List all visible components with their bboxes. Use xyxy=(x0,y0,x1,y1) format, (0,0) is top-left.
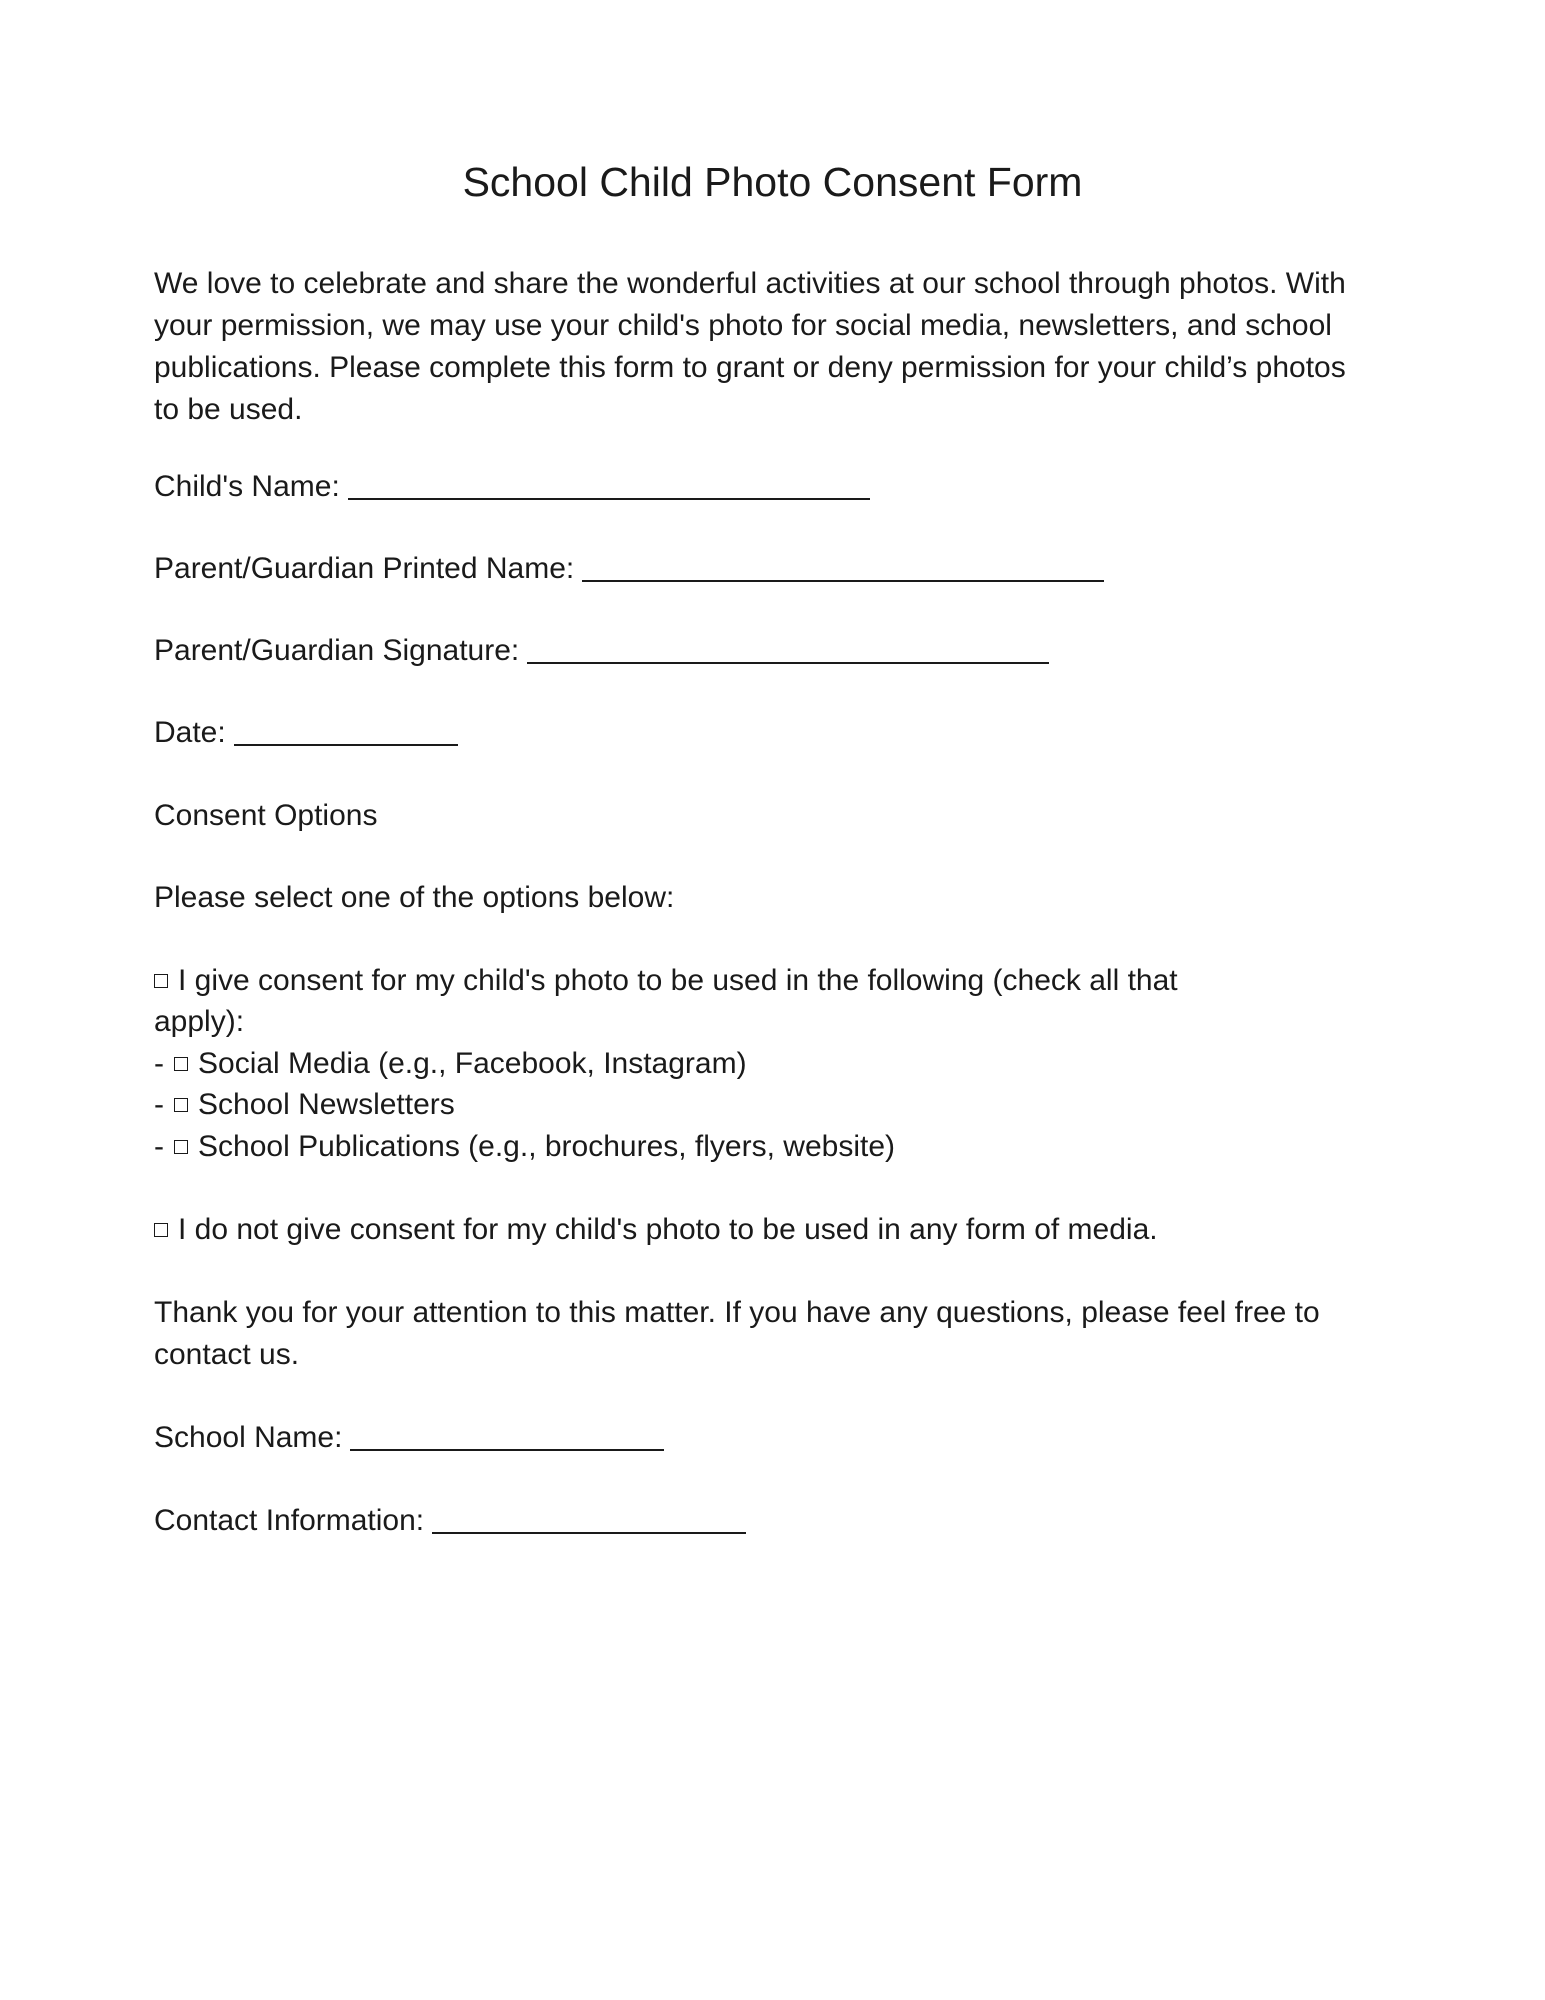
deny-consent-option xyxy=(154,1209,1158,1251)
select-instruction: Please select one of the options below: xyxy=(154,881,675,914)
sub-option-dash: - xyxy=(154,1088,164,1121)
parent-signature-field xyxy=(154,630,1049,672)
date-field xyxy=(154,712,458,754)
thank-you-paragraph: Thank you for your attention to this matter. If you have any questions, please feel free to contact us. xyxy=(154,1296,1320,1371)
intro-paragraph: We love to celebrate and share the wonderful activities at our school through photos. With your permission, we may use your child's photo for social media, newsletters, and school publications. Please complete this form to grant or deny permission for your child’s photos to be used. xyxy=(154,267,1346,426)
school-name-label: School Name: xyxy=(154,1421,343,1454)
school-name-blank[interactable] xyxy=(350,1421,664,1451)
contact-info-label: Contact Information: xyxy=(154,1504,425,1537)
contact-info-blank[interactable] xyxy=(432,1504,746,1534)
child-name-label: Child's Name: xyxy=(154,470,340,503)
give-consent-option xyxy=(154,960,1178,1002)
school-name-field xyxy=(154,1417,664,1459)
date-label: Date: xyxy=(154,716,226,749)
contact-info-field xyxy=(154,1500,746,1542)
date-blank[interactable] xyxy=(234,716,458,746)
publications-checkbox[interactable] xyxy=(174,1140,188,1154)
give-consent-continuation: apply): xyxy=(154,1005,245,1038)
give-consent-text: I give consent for my child's photo to be used in the following (check all that xyxy=(178,964,1178,997)
parent-printed-name-field xyxy=(154,548,1104,590)
child-name-field xyxy=(154,466,870,508)
give-consent-checkbox[interactable] xyxy=(154,974,168,988)
form-title: School Child Photo Consent Form xyxy=(462,159,1083,205)
deny-consent-text: I do not give consent for my child's photo to be used in any form of media. xyxy=(178,1213,1158,1246)
social-media-checkbox[interactable] xyxy=(174,1057,188,1071)
sub-option-newsletters xyxy=(154,1084,455,1126)
parent-signature-label: Parent/Guardian Signature: xyxy=(154,634,520,667)
parent-printed-name-label: Parent/Guardian Printed Name: xyxy=(154,552,575,585)
sub-option-social-media xyxy=(154,1043,747,1085)
child-name-blank[interactable] xyxy=(348,470,870,500)
sub-option-label: School Newsletters xyxy=(198,1088,455,1121)
sub-option-label: Social Media (e.g., Facebook, Instagram) xyxy=(198,1047,747,1080)
consent-options-heading: Consent Options xyxy=(154,799,378,832)
parent-printed-name-blank[interactable] xyxy=(582,552,1104,582)
sub-option-label: School Publications (e.g., brochures, flyers, website) xyxy=(198,1130,895,1163)
parent-signature-blank[interactable] xyxy=(527,634,1049,664)
sub-option-dash: - xyxy=(154,1130,164,1163)
deny-consent-checkbox[interactable] xyxy=(154,1223,168,1237)
sub-option-dash: - xyxy=(154,1047,164,1080)
sub-option-publications xyxy=(154,1126,895,1168)
newsletters-checkbox[interactable] xyxy=(174,1098,188,1112)
